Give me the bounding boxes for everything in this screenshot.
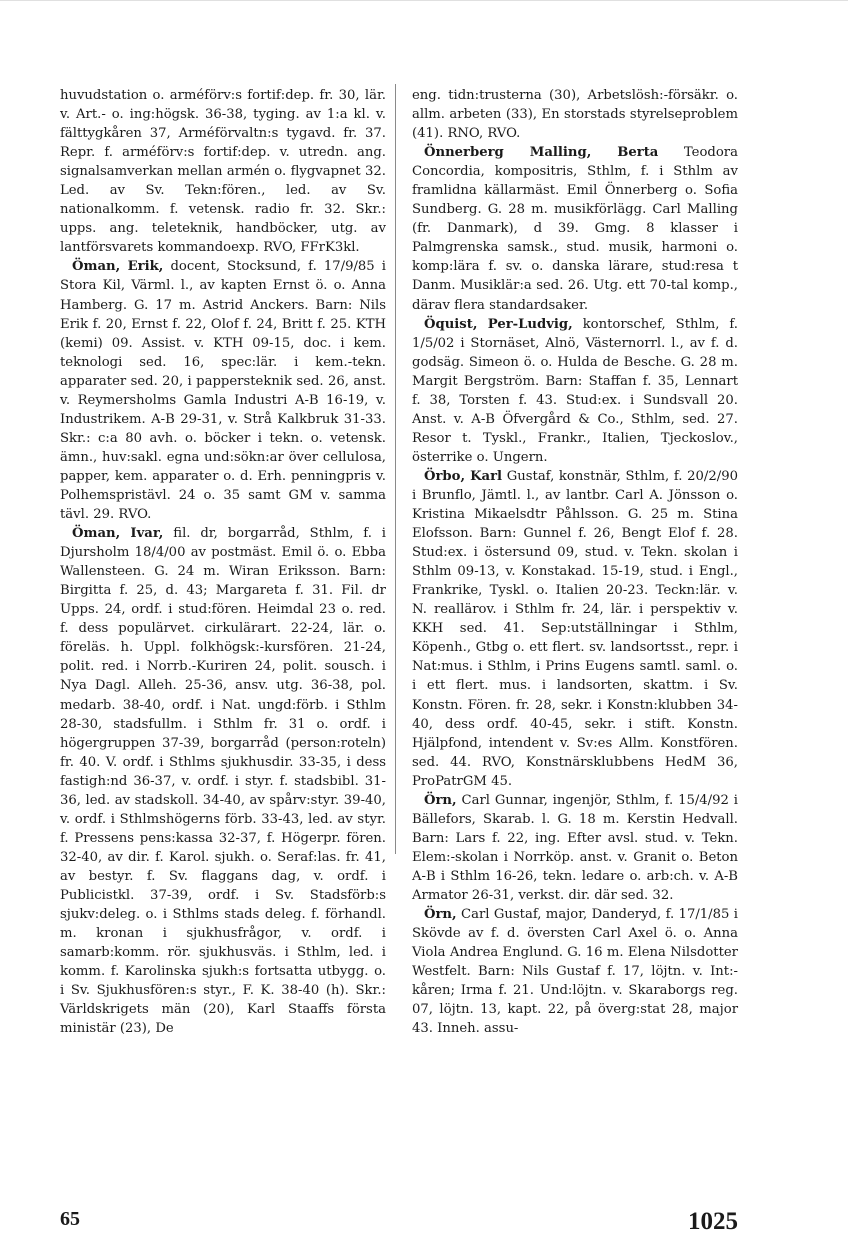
entry-text: Gustaf, konstnär, Sthlm, f. 20/2/90 i Brunflo, Jämtl. l., av lantbr. Carl A. Jönsson o. Kristina Mikaelsdtr Påhlsson. G. 25 m. Stina Elofsson. Barn: Gunnel f. 26, Bengt Elof f. 28. Stud:ex. i östersund 09, stud. v. Tekn. skolan i Sthlm 09-13, v. Konstakad. 15-19, stud. i Engl., Frankrike, Tyskl. o. Italien 20-23. Teckn:lär. v. N. reallärov. i Sthlm fr. 24, lär. i perspektiv v. KKH sed. 41. Sep:utställningar i Sthlm, Köpenh., Gtbg o. ett flert. sv. landsortsst., repr. i Nat:mus. i Sthlm, i Prins Eugens samtl. saml. o. i ett flert. mus. i landsorten, skattm. i Sv. Konstn. Fören. fr. 28, sekr. i Konstn:klubben 34-40, dess ordf. 40-45, sekr. i stift. Konstn. Hjälpfond, intendent v. Sv:es Allm. Konstfören. sed. 44. RVO, Konstnärsklubbens HedM 36, ProPatrGM 45. xyxy=(412,468,738,789)
biography-entry xyxy=(60,257,386,524)
entry-continuation xyxy=(412,86,738,143)
entry-text: kontorschef, Sthlm, f. 1/5/02 i Stornäset, Alnö, Västernorrl. l., av f. d. godsäg. Simeon ö. o. Hulda de Besche. G. 28 m. Margit Bergström. Barn: Staffan f. 35, Lennart f. 38, Torsten f. 43. Stud:ex. i Sundsvall 20. Anst. v. A-B Öfvergård & Co., Sthlm, sed. 27. Resor t. Tyskl., Frankr., Italien, Tjeckoslov., österrike o. Ungern. xyxy=(412,316,738,465)
entry-text: huvudstation o. arméförv:s fortif:dep. fr. 30, lär. v. Art.- o. ing:högsk. 36-38, tyging. av 1:a kl. v. fälttygkåren 37, Arméförvaltn:s tygavd. fr. 37. Repr. f. arméförv:s fortif:dep. v. utredn. ang. signalsamverkan mellan armén o. flygvapnet 32. Led. av Sv. Tekn:fören., led. av Sv. nationalkomm. f. vetensk. radio fr. 32. Skr.: upps. ang. teleteknik, handböcker, utg. av lantförsvarets kommandoexp. RVO, FFrK3kl. xyxy=(60,88,386,256)
biography-entry xyxy=(412,905,738,1038)
entry-name: Örbo, Karl xyxy=(424,468,503,484)
entry-name: Öquist, Per-Ludvig, xyxy=(424,316,573,332)
entry-name: Öman, Erik, xyxy=(72,259,164,275)
biography-entry xyxy=(412,143,738,314)
entry-text: Carl Gunnar, ingenjör, Sthlm, f. 15/4/92 i Bällefors, Skarab. l. G. 18 m. Kerstin Hedvall. Barn: Lars f. 22, ing. Efter avsl. stud. v. Tekn. Elem:-skolan i Norrköp. anst. v. Granit o. Beton A-B i Sthlm 16-26, tekn. ledare o. arb:ch. v. A-B Armator 26-31, verkst. dir. där sed. 32. xyxy=(412,792,738,903)
entry-name: Öman, Ivar, xyxy=(72,526,164,542)
entry-text: docent, Stocksund, f. 17/9/85 i Stora Kil, Värml. l., av kapten Ernst ö. o. Anna Hamberg. G. 17 m. Astrid Anckers. Barn: Nils Erik f. 20, Ernst f. 22, Olof f. 24, Britt f. 25. KTH (kemi) 09. Assist. v. KTH 09-15, doc. i kem. teknologi sed. 16, spec:lär. i kem.-tekn. apparater sed. 20, i pappersteknik sed. 26, anst. v. Reymersholms Gamla Industri A-B 16-19, v. Industrikem. A-B 29-31, v. Strå Kalkbruk 31-33. Skr.: c:a 80 avh. o. böcker i tekn. o. vetensk. ämn., huv:sakl. egna und:sökn:ar över cellulosa, papper, kem. apparater o. d. Erh. penningpris v. Polhemspristävl. 24 o. 35 samt GM v. samma tävl. 29. RVO. xyxy=(60,259,386,523)
biography-entry xyxy=(412,467,738,791)
entry-text: Teodora Concordia, kompositris, Sthlm, f. i Sthlm av framlidna källarmäst. Emil Önnerberg o. Sofia Sundberg. G. 28 m. musikförlägg. Carl Malling (fr. Danmark), d 39. Gmg. 8 klasser i Palmgrenska samsk., stud. musik, harmoni o. komp:lära f. sv. o. danska lärare, stud:resa t Danm. Musiklär:a sed. 26. Utg. ett 70-tal komp., därav flera standardsaker. xyxy=(412,145,738,313)
entry-name: Örn, xyxy=(424,907,457,923)
right-column xyxy=(412,86,738,1038)
entry-name: Örn, xyxy=(424,792,457,808)
biography-entry xyxy=(412,791,738,905)
entry-text: Carl Gustaf, major, Danderyd, f. 17/1/85 i Skövde av f. d. översten Carl Axel ö. o. Anna Viola Andrea Englund. G. 16 m. Elena Nilsdotter Westfelt. Barn: Nils Gustaf f. 17, löjtn. v. Int:-kåren; Irma f. 21. Und:löjtn. v. Skaraborgs reg. 07, löjtn. 13, kapt. 22, på överg:stat 28, major 43. Inneh. assu- xyxy=(412,907,738,1037)
column-divider xyxy=(395,84,396,854)
signature-mark: 65 xyxy=(60,1208,80,1230)
biography-entry xyxy=(60,524,386,1038)
entry-text: eng. tidn:trusterna (30), Arbetslösh:-försäkr. o. allm. arbeten (33), En storstads styrelseproblem (41). RNO, RVO. xyxy=(412,88,738,142)
entry-continuation xyxy=(60,86,386,257)
entry-text: fil. dr, borgarråd, Sthlm, f. i Djursholm 18/4/00 av postmäst. Emil ö. o. Ebba Wallensteen. G. 24 m. Wiran Eriksson. Barn: Birgitta f. 25, d. 43; Margareta f. 31. Fil. dr Upps. 24, ordf. i stud:fören. Heimdal 23 o. red. f. dess populärvet. cirkulärart. 22-24, lär. o. föreläs. h. Uppl. folkhögsk:-kursfören. 21-24, polit. red. i Norrb.-Kuriren 24, polit. sousch. i Nya Dagl. Alleh. 25-36, ansv. utg. 36-38, pol. medarb. 38-40, ordf. i Nat. ungd:förb. i Sthlm 28-30, stadsfullm. i Sthlm fr. 31 o. ordf. i högergruppen 37-39, borgarråd (person:roteln) fr. 40. V. ordf. i Sthlms sjukhusdir. 33-35, i dess fastigh:nd 36-37, v. ordf. i styr. f. stadsbibl. 31-36, led. av stadskoll. 34-40, av spårv:styr. 39-40, v. ordf. i Sthlmshögerns förb. 33-43, led. av styr. f. Pressens pens:kassa 32-37, f. Högerpr. fören. 32-40, av dir. f. Karol. sjukh. o. Seraf:las. fr. 41, av bestyr. f. Sv. flaggans dag, v. ordf. i Publicistkl. 37-39, ordf. i Sv. Stadsförb:s sjukv:deleg. o. i Sthlms stads deleg. f. förhandl. m. kronan i sjukhusfrågor, v. ordf. i samarb:komm. rör. sjukhusväs. i Sthlm, led. i komm. f. Karolinska sjukh:s fortsatta utbygg. o. i Sv. Sjukhusfören:s styr., F. K. 38-40 (h). Skr.: Världskrigets män (20), Karl Staaffs första ministär (23), De xyxy=(60,526,386,1037)
left-column xyxy=(60,86,386,1038)
page-edge xyxy=(0,0,848,1)
biography-entry xyxy=(412,315,738,467)
page-number: 1025 xyxy=(688,1208,738,1235)
entry-name: Önnerberg Malling, Berta xyxy=(424,145,659,161)
